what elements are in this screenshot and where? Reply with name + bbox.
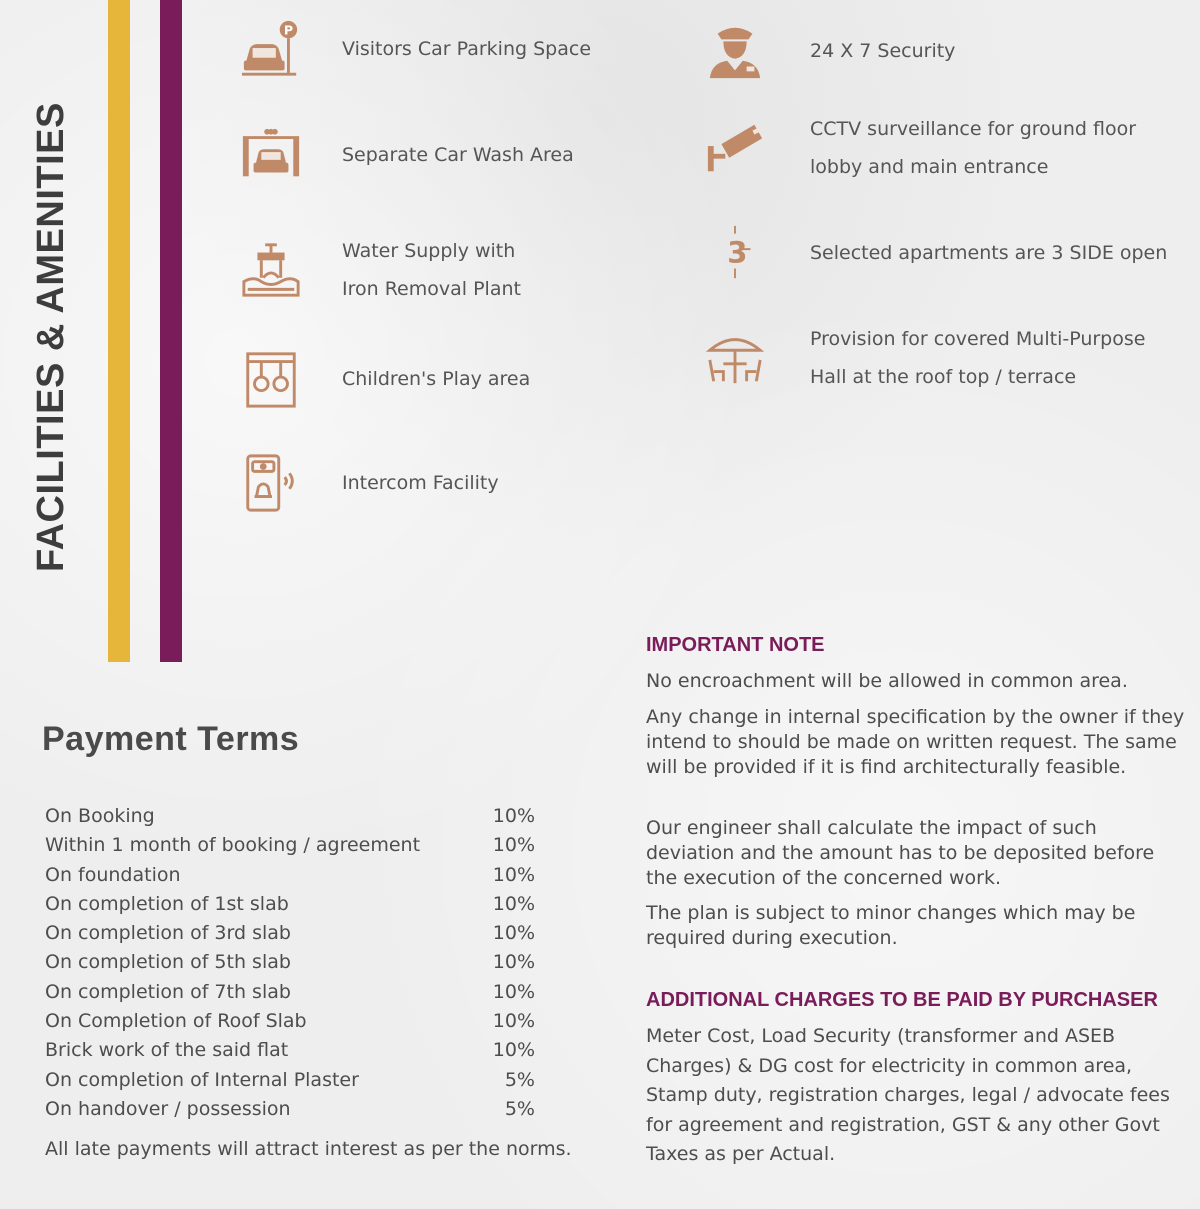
plum-bar: [160, 0, 182, 662]
table-row: On foundation 10%: [45, 863, 535, 886]
amenity-label: Visitors Car Parking Space: [342, 38, 592, 60]
svg-text:P: P: [283, 22, 294, 38]
payment-table: [45, 802, 535, 1124]
amenity-label: Intercom Facility: [342, 472, 499, 494]
security-guard-icon: [702, 18, 768, 84]
amenity-label: Children's Play area: [342, 368, 531, 390]
table-row: On completion of Internal Plaster 5%: [45, 1068, 535, 1091]
additional-charges-title: ADDITIONAL CHARGES TO BE PAID BY PURCHASER: [646, 989, 1158, 1011]
amenity-label: Provision for covered Multi-Purpose Hall at the roof top / terrace: [810, 328, 1146, 388]
table-row: On completion of 5th slab 10%: [45, 951, 535, 974]
table-row: On Completion of Roof Slab 10%: [45, 1010, 535, 1033]
amenity-intercom: [238, 450, 499, 516]
parking-icon: [238, 16, 304, 82]
note-paragraph: The plan is subject to minor changes which may be required during execution.: [646, 902, 1136, 949]
table-row: On completion of 7th slab 10%: [45, 980, 535, 1003]
umbrella-table-icon: [702, 325, 768, 391]
note-paragraph: Our engineer shall calculate the impact of such deviation and the amount has to be deposited before the execution of the concerned work.: [646, 817, 1155, 889]
amenity-car-wash: [238, 122, 574, 188]
amenity-label: 24 X 7 Security: [810, 40, 956, 62]
amenity-label: CCTV surveillance for ground floor lobby and main entrance: [810, 118, 1137, 178]
table-row: On completion of 3rd slab 10%: [45, 922, 535, 945]
svg-text:3: 3: [727, 235, 748, 270]
gold-bar: [108, 0, 130, 662]
additional-charges-text: Meter Cost, Load Security (transformer and ASEB Charges) & DG cost for electricity in common area, Stamp duty, registration charges, legal / advocate fees for agreement and registration, GST & any other Govt Taxes as per Actual.: [646, 1025, 1170, 1165]
amenity-three-side-open: [702, 220, 1167, 286]
payment-footnote: All late payments will attract interest as per the norms.: [45, 1138, 572, 1160]
amenity-label: Selected apartments are 3 SIDE open: [810, 242, 1168, 264]
note-paragraph: No encroachment will be allowed in common area.: [646, 670, 1128, 692]
car-wash-icon: [238, 122, 304, 188]
side-title: FACILITIES & AMENITIES: [30, 102, 72, 572]
table-row: On handover / possession 5%: [45, 1097, 535, 1120]
amenity-security: [702, 18, 955, 84]
table-row: Brick work of the said flat 10%: [45, 1039, 535, 1062]
amenity-label: Separate Car Wash Area: [342, 144, 574, 166]
amenity-label: Water Supply with Iron Removal Plant: [342, 240, 521, 300]
table-row: Within 1 month of booking / agreement 10%: [45, 834, 535, 857]
cctv-icon: [702, 115, 768, 181]
amenity-water-supply: [238, 232, 521, 308]
table-row: On Booking 10%: [45, 805, 535, 827]
amenity-multipurpose-hall: [702, 320, 1145, 396]
amenity-play-area: [238, 346, 530, 412]
payment-title: Payment Terms: [42, 720, 300, 758]
water-tap-icon: [238, 237, 304, 303]
intercom-icon: [238, 450, 304, 516]
note-paragraph: Any change in internal specification by the owner if they intend to should be made on written request. The same will be provided if it is find architecturally feasible.: [646, 706, 1185, 778]
amenity-cctv: [702, 110, 1136, 186]
important-note-title: IMPORTANT NOTE: [646, 634, 825, 656]
swing-icon: [238, 346, 304, 412]
table-row: On completion of 1st slab 10%: [45, 892, 535, 915]
three-side-open-icon: [702, 220, 768, 286]
amenity-parking: [238, 16, 591, 82]
